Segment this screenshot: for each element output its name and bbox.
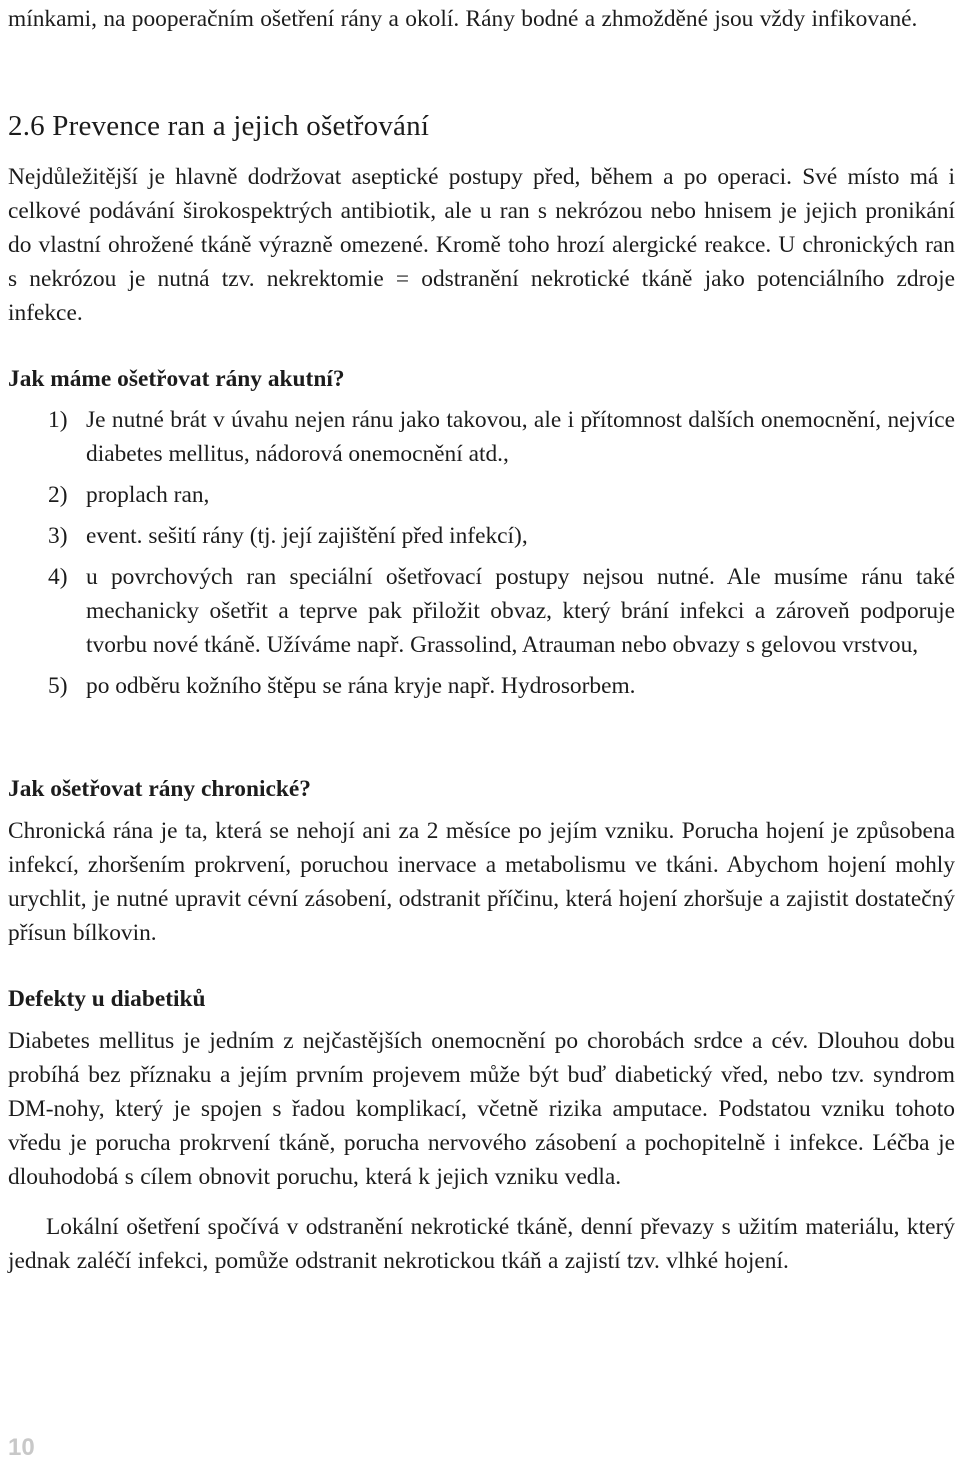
list-item-number: 2) xyxy=(48,482,68,508)
list-item xyxy=(8,478,955,512)
diabetic-paragraph-2: Lokální ošetření spočívá v odstranění nekrotické tkáně, denní převazy s užitím materiálu, který jednak zaléčí infekci, pomůže odstranit nekrotickou tkáň a zajistí tzv. vlhké hojení. xyxy=(8,1214,955,1274)
list-item-text: event. sešití rány (tj. její zajištění před infekcí), xyxy=(86,523,528,549)
acute-heading: Jak máme ošetřovat rány akutní? xyxy=(8,366,345,392)
list-item-text: Je nutné brát v úvahu nejen ránu jako takovou, ale i přítomnost dalších onemocnění, nejvíce diabetes mellitus, nádorová onemocnění atd., xyxy=(86,407,955,467)
diabetic-paragraph-1: Diabetes mellitus je jedním z nejčastějších onemocnění po chorobách srdce a cév. Dlouhou dobu probíhá bez příznaku a jejím prvním projevem může být buď diabetický vřed, nebo tzv. syndrom DM-nohy, který je spojen s řadou komplikací, včetně rizika amputace. Podstatou vzniku tohoto vředu je porucha prokrvení tkáně, porucha nervového zásobení a pochopitelně i infekce. Léčba je dlouhodobá s cílem obnovit poruchu, která k jejich vzniku vedla. xyxy=(8,1028,955,1190)
intro-fragment: mínkami, na pooperačním ošetření rány a okolí. Rány bodné a zhmožděné jsou vždy infikované. xyxy=(8,6,918,32)
section-paragraph: Nejdůležitější je hlavně dodržovat aseptické postupy před, během a po operaci. Své místo má i celkové podávání širokospektrých antibiotik, ale u ran s nekrózou nebo hnisem je jejich pronikání do vlastní ohrožené tkáně výrazně omezené. Kromě toho hrozí alergické reakce. U chronických ran s nekrózou je nutná tzv. nekrektomie = odstranění nekrotické tkáně jako potenciálního zdroje infekce. xyxy=(8,164,955,326)
acute-steps-list xyxy=(8,403,955,703)
list-item xyxy=(8,403,955,471)
list-item-text: po odběru kožního štěpu se rána kryje např. Hydrosorbem. xyxy=(86,673,636,699)
acute-section xyxy=(8,362,955,710)
list-item-text: u povrchových ran speciální ošetřovací postupy nejsou nutné. Ale musíme ránu také mechanicky ošetřit a teprve pak přiložit obvaz, který brání infekci a zároveň podporuje tvorbu nové tkáně. Užíváme např. Grassolind, Atrauman nebo obvazy s gelovou vrstvou, xyxy=(86,564,955,658)
diabetic-heading: Defekty u diabetiků xyxy=(8,986,206,1012)
chronic-heading: Jak ošetřovat rány chronické? xyxy=(8,776,311,802)
section-heading: 2.6 Prevence ran a jejich ošetřování xyxy=(8,110,430,142)
page-number: 10 xyxy=(8,1434,35,1461)
chronic-paragraph: Chronická rána je ta, která se nehojí ani za 2 měsíce po jejím vzniku. Porucha hojení je způsobena infekcí, zhoršením prokrvení, poruchou inervace a metabolismu ve tkáni. Abychom hojení mohly urychlit, je nutné upravit cévní zásobení, odstranit příčinu, která hojení zhoršuje a zajistit dostatečný přísun bílkovin. xyxy=(8,818,955,946)
list-item xyxy=(8,519,955,553)
list-item-number: 3) xyxy=(48,523,68,549)
list-item-number: 4) xyxy=(48,564,68,590)
list-item xyxy=(8,560,955,662)
diabetic-section xyxy=(8,982,955,1278)
list-item-number: 5) xyxy=(48,673,68,699)
list-item-text: proplach ran, xyxy=(86,482,210,508)
chronic-section xyxy=(8,772,955,950)
list-item-number: 1) xyxy=(48,407,68,433)
list-item xyxy=(8,669,955,703)
